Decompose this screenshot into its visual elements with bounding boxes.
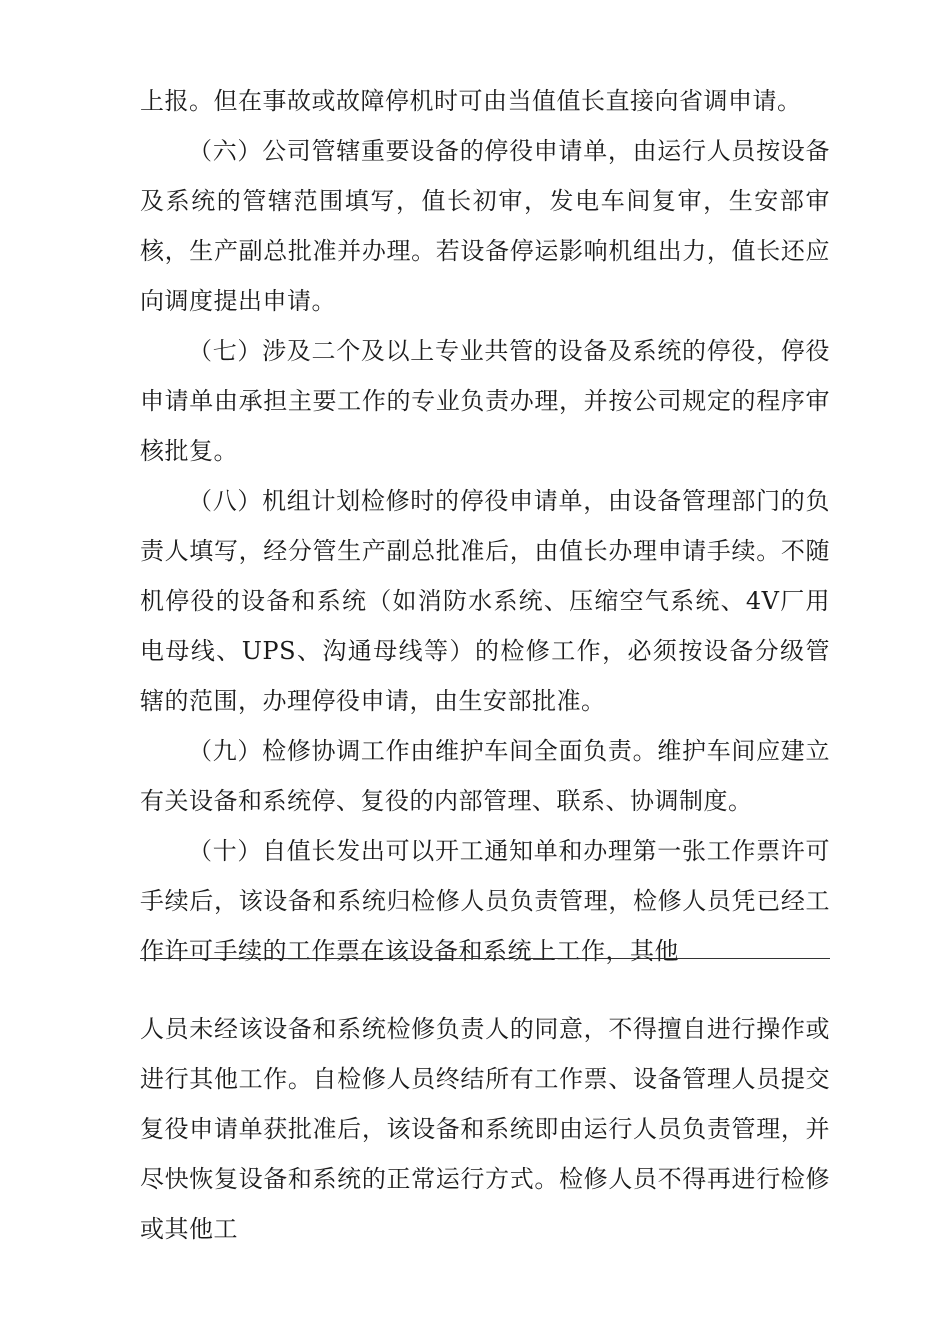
paragraph-item-8: （八）机组计划检修时的停役申请单，由设备管理部门的负责人填写，经分管生产副总批准后，由值长办理申请手续。不随机停役的设备和系统（如消防水系统、压缩空气系统、4V厂用电母线、UPS、沟通母线等）的检修工作，必须按设备分级管辖的范围，办理停役申请，由生安部批准。 [140,487,830,715]
paragraph-continuation: 上报。但在事故或故障停机时可由当值值长直接向省调申请。 [140,87,802,115]
top-text-block [140,76,830,976]
paragraph-item-9: （九）检修协调工作由维护车间全面负责。维护车间应建立有关设备和系统停、复役的内部管理、联系、协调制度。 [140,737,830,815]
page-divider-line [140,958,830,959]
bottom-text-block [140,1004,830,1254]
paragraph-item-6: （六）公司管辖重要设备的停役申请单，由运行人员按设备及系统的管辖范围填写，值长初审，发电车间复审，生安部审核，生产副总批准并办理。若设备停运影响机组出力，值长还应向调度提出申请。 [140,137,830,315]
paragraph-continuation-next-page: 人员未经该设备和系统检修负责人的同意，不得擅自进行操作或进行其他工作。自检修人员终结所有工作票、设备管理人员提交复役申请单获批准后，该设备和系统即由运行人员负责管理，并尽快恢复设备和系统的正常运行方式。检修人员不得再进行检修或其他工 [140,1015,830,1243]
paragraph-item-10: （十）自值长发出可以开工通知单和办理第一张工作票许可手续后，该设备和系统归检修人员负责管理，检修人员凭已经工作许可手续的工作票在该设备和系统上工作，其他 [140,837,830,965]
paragraph-item-7: （七）涉及二个及以上专业共管的设备及系统的停役，停役申请单由承担主要工作的专业负责办理，并按公司规定的程序审核批复。 [140,337,830,465]
